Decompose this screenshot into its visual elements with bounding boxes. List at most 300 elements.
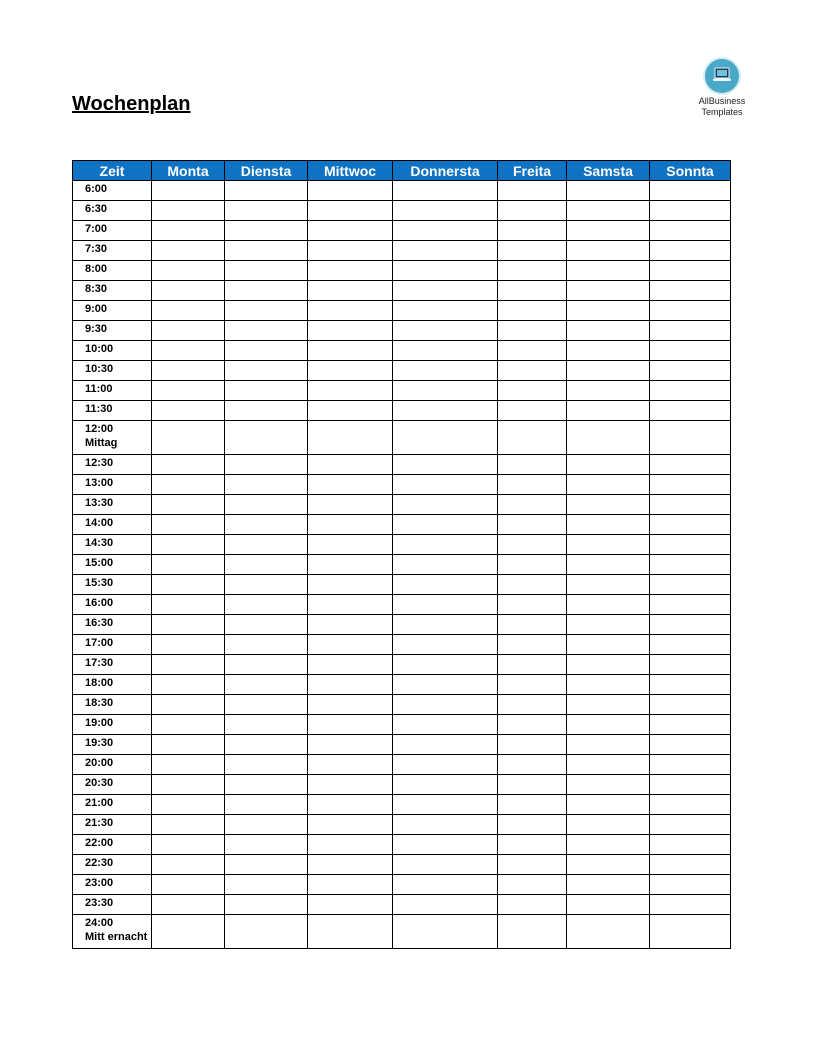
schedule-cell[interactable]	[393, 615, 498, 635]
schedule-cell[interactable]	[393, 735, 498, 755]
schedule-cell[interactable]	[152, 281, 225, 301]
schedule-cell[interactable]	[650, 735, 731, 755]
schedule-cell[interactable]	[393, 221, 498, 241]
schedule-cell[interactable]	[308, 575, 393, 595]
schedule-cell[interactable]	[225, 361, 308, 381]
schedule-cell[interactable]	[498, 495, 567, 515]
schedule-cell[interactable]	[650, 775, 731, 795]
schedule-cell[interactable]	[650, 895, 731, 915]
schedule-cell[interactable]	[567, 735, 650, 755]
schedule-cell[interactable]	[498, 341, 567, 361]
schedule-cell[interactable]	[225, 595, 308, 615]
schedule-cell[interactable]	[650, 575, 731, 595]
schedule-cell[interactable]	[393, 321, 498, 341]
schedule-cell[interactable]	[498, 715, 567, 735]
schedule-cell[interactable]	[393, 515, 498, 535]
schedule-cell[interactable]	[152, 795, 225, 815]
schedule-cell[interactable]	[498, 361, 567, 381]
schedule-cell[interactable]	[650, 515, 731, 535]
schedule-cell[interactable]	[393, 301, 498, 321]
schedule-cell[interactable]	[650, 421, 731, 455]
schedule-cell[interactable]	[308, 495, 393, 515]
schedule-cell[interactable]	[567, 261, 650, 281]
schedule-cell[interactable]	[152, 381, 225, 401]
schedule-cell[interactable]	[498, 735, 567, 755]
time-slot-label: 12:30	[73, 455, 152, 475]
schedule-cell[interactable]	[225, 795, 308, 815]
schedule-cell[interactable]	[225, 915, 308, 949]
schedule-cell[interactable]	[308, 675, 393, 695]
schedule-cell[interactable]	[393, 261, 498, 281]
schedule-cell[interactable]	[225, 515, 308, 535]
schedule-cell[interactable]	[650, 535, 731, 555]
schedule-cell[interactable]	[498, 575, 567, 595]
schedule-cell[interactable]	[152, 535, 225, 555]
schedule-cell[interactable]	[225, 535, 308, 555]
schedule-cell[interactable]	[308, 635, 393, 655]
schedule-cell[interactable]	[393, 875, 498, 895]
schedule-cell[interactable]	[498, 321, 567, 341]
schedule-cell[interactable]	[567, 635, 650, 655]
schedule-cell[interactable]	[393, 495, 498, 515]
schedule-cell[interactable]	[567, 495, 650, 515]
schedule-cell[interactable]	[152, 635, 225, 655]
schedule-cell[interactable]	[225, 401, 308, 421]
schedule-cell[interactable]	[308, 515, 393, 535]
schedule-cell[interactable]	[498, 475, 567, 495]
schedule-cell[interactable]	[650, 835, 731, 855]
schedule-cell[interactable]	[567, 615, 650, 635]
schedule-cell[interactable]	[225, 635, 308, 655]
schedule-cell[interactable]	[308, 261, 393, 281]
schedule-cell[interactable]	[308, 795, 393, 815]
schedule-cell[interactable]	[650, 241, 731, 261]
schedule-cell[interactable]	[650, 281, 731, 301]
schedule-cell[interactable]	[498, 635, 567, 655]
schedule-cell[interactable]	[225, 321, 308, 341]
schedule-cell[interactable]	[498, 795, 567, 815]
table-row	[73, 595, 731, 615]
schedule-cell[interactable]	[650, 321, 731, 341]
time-slot-label: 16:30	[73, 615, 152, 635]
schedule-cell[interactable]	[498, 915, 567, 949]
schedule-cell[interactable]	[393, 715, 498, 735]
schedule-cell[interactable]	[308, 775, 393, 795]
schedule-cell[interactable]	[308, 755, 393, 775]
schedule-cell[interactable]	[152, 455, 225, 475]
table-row	[73, 695, 731, 715]
schedule-cell[interactable]	[650, 815, 731, 835]
schedule-cell[interactable]	[393, 655, 498, 675]
schedule-cell[interactable]	[393, 361, 498, 381]
table-row	[73, 515, 731, 535]
schedule-cell[interactable]	[567, 655, 650, 675]
logo-text-line1: AllBusiness	[698, 96, 746, 106]
time-slot-label: 11:30	[73, 401, 152, 421]
schedule-cell[interactable]	[225, 341, 308, 361]
schedule-cell[interactable]	[650, 381, 731, 401]
schedule-cell[interactable]	[152, 515, 225, 535]
schedule-cell[interactable]	[225, 655, 308, 675]
schedule-cell[interactable]	[567, 675, 650, 695]
schedule-cell[interactable]	[225, 455, 308, 475]
schedule-cell[interactable]	[393, 241, 498, 261]
schedule-cell[interactable]	[567, 361, 650, 381]
schedule-cell[interactable]	[225, 495, 308, 515]
schedule-cell[interactable]	[225, 201, 308, 221]
schedule-cell[interactable]	[225, 835, 308, 855]
schedule-cell[interactable]	[650, 495, 731, 515]
schedule-cell[interactable]	[393, 695, 498, 715]
schedule-cell[interactable]	[567, 401, 650, 421]
schedule-cell[interactable]	[152, 755, 225, 775]
schedule-cell[interactable]	[152, 241, 225, 261]
schedule-cell[interactable]	[308, 321, 393, 341]
schedule-cell[interactable]	[152, 655, 225, 675]
schedule-cell[interactable]	[152, 835, 225, 855]
schedule-cell[interactable]	[498, 201, 567, 221]
schedule-cell[interactable]	[225, 875, 308, 895]
schedule-cell[interactable]	[308, 835, 393, 855]
schedule-cell[interactable]	[650, 715, 731, 735]
schedule-cell[interactable]	[650, 655, 731, 675]
schedule-cell[interactable]	[225, 895, 308, 915]
table-row	[73, 421, 731, 455]
schedule-cell[interactable]	[152, 361, 225, 381]
schedule-cell[interactable]	[225, 675, 308, 695]
schedule-cell[interactable]	[567, 555, 650, 575]
schedule-cell[interactable]	[650, 675, 731, 695]
table-row	[73, 475, 731, 495]
time-slot-label: 13:30	[73, 495, 152, 515]
schedule-cell[interactable]	[567, 381, 650, 401]
schedule-cell[interactable]	[225, 301, 308, 321]
schedule-cell[interactable]	[393, 855, 498, 875]
schedule-cell[interactable]	[498, 815, 567, 835]
schedule-cell[interactable]	[225, 775, 308, 795]
table-row	[73, 715, 731, 735]
schedule-cell[interactable]	[393, 281, 498, 301]
time-slot-label: 9:30	[73, 321, 152, 341]
schedule-cell[interactable]	[567, 241, 650, 261]
schedule-cell[interactable]	[567, 835, 650, 855]
schedule-cell[interactable]	[152, 401, 225, 421]
schedule-cell[interactable]	[567, 755, 650, 775]
schedule-cell[interactable]	[225, 555, 308, 575]
schedule-cell[interactable]	[650, 695, 731, 715]
schedule-cell[interactable]	[308, 535, 393, 555]
schedule-cell[interactable]	[393, 895, 498, 915]
schedule-cell[interactable]	[308, 301, 393, 321]
schedule-cell[interactable]	[498, 181, 567, 201]
schedule-cell[interactable]	[567, 341, 650, 361]
schedule-cell[interactable]	[152, 555, 225, 575]
time-slot-label: 18:30	[73, 695, 152, 715]
schedule-cell[interactable]	[152, 261, 225, 281]
schedule-cell[interactable]	[393, 675, 498, 695]
time-slot-label: 19:00	[73, 715, 152, 735]
schedule-cell[interactable]	[308, 555, 393, 575]
table-row	[73, 875, 731, 895]
schedule-cell[interactable]	[308, 181, 393, 201]
schedule-cell[interactable]	[498, 281, 567, 301]
schedule-cell[interactable]	[498, 775, 567, 795]
schedule-cell[interactable]	[152, 895, 225, 915]
schedule-cell[interactable]	[650, 301, 731, 321]
schedule-cell[interactable]	[152, 775, 225, 795]
schedule-cell[interactable]	[498, 555, 567, 575]
schedule-cell[interactable]	[393, 341, 498, 361]
schedule-cell[interactable]	[393, 381, 498, 401]
schedule-cell[interactable]	[650, 475, 731, 495]
schedule-cell[interactable]	[498, 615, 567, 635]
schedule-cell[interactable]	[393, 915, 498, 949]
schedule-cell[interactable]	[225, 181, 308, 201]
schedule-cell[interactable]	[498, 261, 567, 281]
table-row	[73, 261, 731, 281]
schedule-cell[interactable]	[567, 895, 650, 915]
schedule-cell[interactable]	[308, 201, 393, 221]
time-slot-label: 22:00	[73, 835, 152, 855]
schedule-cell[interactable]	[498, 301, 567, 321]
schedule-cell[interactable]	[225, 475, 308, 495]
schedule-cell[interactable]	[225, 261, 308, 281]
schedule-cell[interactable]	[567, 201, 650, 221]
table-row	[73, 341, 731, 361]
time-slot-label: 15:30	[73, 575, 152, 595]
schedule-cell[interactable]	[567, 321, 650, 341]
schedule-cell[interactable]	[650, 795, 731, 815]
schedule-cell[interactable]	[308, 895, 393, 915]
table-row	[73, 815, 731, 835]
schedule-cell[interactable]	[567, 515, 650, 535]
schedule-cell[interactable]	[650, 635, 731, 655]
schedule-cell[interactable]	[308, 221, 393, 241]
column-header-time: Zeit	[73, 161, 152, 181]
schedule-cell[interactable]	[225, 281, 308, 301]
schedule-cell[interactable]	[308, 855, 393, 875]
schedule-cell[interactable]	[393, 795, 498, 815]
time-slot-label: 23:00	[73, 875, 152, 895]
schedule-cell[interactable]	[650, 401, 731, 421]
schedule-cell[interactable]	[498, 381, 567, 401]
schedule-cell[interactable]	[498, 535, 567, 555]
schedule-cell[interactable]	[308, 361, 393, 381]
schedule-cell[interactable]	[567, 181, 650, 201]
schedule-cell[interactable]	[498, 675, 567, 695]
schedule-cell[interactable]	[393, 835, 498, 855]
schedule-cell[interactable]	[152, 915, 225, 949]
schedule-cell[interactable]	[498, 835, 567, 855]
schedule-cell[interactable]	[650, 261, 731, 281]
weekly-schedule-table	[72, 160, 731, 949]
schedule-cell[interactable]	[567, 915, 650, 949]
schedule-cell[interactable]	[498, 221, 567, 241]
schedule-cell[interactable]	[567, 595, 650, 615]
schedule-cell[interactable]	[498, 515, 567, 535]
table-row	[73, 241, 731, 261]
schedule-cell[interactable]	[308, 381, 393, 401]
schedule-cell[interactable]	[152, 735, 225, 755]
column-header-friday: Freita	[498, 161, 567, 181]
schedule-cell[interactable]	[308, 475, 393, 495]
schedule-cell[interactable]	[225, 735, 308, 755]
schedule-cell[interactable]	[393, 475, 498, 495]
time-slot-label: 17:30	[73, 655, 152, 675]
table-row	[73, 455, 731, 475]
schedule-cell[interactable]	[152, 675, 225, 695]
schedule-cell[interactable]	[225, 575, 308, 595]
schedule-cell[interactable]	[152, 855, 225, 875]
schedule-cell[interactable]	[650, 875, 731, 895]
schedule-cell[interactable]	[225, 755, 308, 775]
schedule-cell[interactable]	[650, 201, 731, 221]
schedule-cell[interactable]	[567, 855, 650, 875]
schedule-cell[interactable]	[152, 221, 225, 241]
schedule-cell[interactable]	[650, 221, 731, 241]
schedule-cell[interactable]	[650, 615, 731, 635]
time-slot-label: 22:30	[73, 855, 152, 875]
schedule-cell[interactable]	[152, 341, 225, 361]
schedule-cell[interactable]	[152, 181, 225, 201]
schedule-cell[interactable]	[393, 181, 498, 201]
schedule-cell[interactable]	[567, 795, 650, 815]
schedule-cell[interactable]	[225, 421, 308, 455]
schedule-cell[interactable]	[393, 635, 498, 655]
schedule-cell[interactable]	[152, 301, 225, 321]
schedule-cell[interactable]	[308, 241, 393, 261]
column-header-monday: Monta	[152, 161, 225, 181]
schedule-cell[interactable]	[498, 755, 567, 775]
table-row	[73, 321, 731, 341]
schedule-cell[interactable]	[393, 455, 498, 475]
schedule-cell[interactable]	[498, 595, 567, 615]
schedule-cell[interactable]	[650, 361, 731, 381]
schedule-cell[interactable]	[567, 575, 650, 595]
schedule-cell[interactable]	[393, 201, 498, 221]
schedule-cell[interactable]	[225, 381, 308, 401]
schedule-cell[interactable]	[650, 855, 731, 875]
schedule-cell[interactable]	[308, 281, 393, 301]
schedule-cell[interactable]	[393, 775, 498, 795]
schedule-cell[interactable]	[393, 535, 498, 555]
schedule-cell[interactable]	[308, 655, 393, 675]
schedule-cell[interactable]	[567, 695, 650, 715]
schedule-cell[interactable]	[567, 715, 650, 735]
time-slot-label: 7:30	[73, 241, 152, 261]
schedule-cell[interactable]	[498, 455, 567, 475]
schedule-cell[interactable]	[225, 715, 308, 735]
schedule-cell[interactable]	[498, 695, 567, 715]
schedule-cell[interactable]	[393, 755, 498, 775]
table-row	[73, 675, 731, 695]
schedule-cell[interactable]	[567, 875, 650, 895]
time-slot-label: 18:00	[73, 675, 152, 695]
schedule-cell[interactable]	[650, 595, 731, 615]
schedule-cell[interactable]	[152, 421, 225, 455]
schedule-cell[interactable]	[567, 455, 650, 475]
time-slot-label: 12:00 Mittag	[73, 421, 152, 455]
schedule-cell[interactable]	[152, 321, 225, 341]
time-slot-label: 16:00	[73, 595, 152, 615]
table-row	[73, 795, 731, 815]
schedule-cell[interactable]	[225, 615, 308, 635]
schedule-cell[interactable]	[567, 535, 650, 555]
schedule-cell[interactable]	[308, 341, 393, 361]
schedule-cell[interactable]	[308, 715, 393, 735]
schedule-cell[interactable]	[308, 455, 393, 475]
schedule-cell[interactable]	[152, 475, 225, 495]
schedule-cell[interactable]	[152, 495, 225, 515]
schedule-cell[interactable]	[567, 281, 650, 301]
schedule-cell[interactable]	[393, 555, 498, 575]
schedule-cell[interactable]	[567, 475, 650, 495]
schedule-cell[interactable]	[225, 221, 308, 241]
schedule-cell[interactable]	[567, 775, 650, 795]
table-row	[73, 915, 731, 949]
schedule-cell[interactable]	[650, 755, 731, 775]
schedule-cell[interactable]	[308, 421, 393, 455]
schedule-cell[interactable]	[152, 715, 225, 735]
schedule-cell[interactable]	[498, 401, 567, 421]
schedule-cell[interactable]	[650, 455, 731, 475]
time-slot-label: 6:00	[73, 181, 152, 201]
schedule-cell[interactable]	[225, 241, 308, 261]
schedule-cell[interactable]	[152, 595, 225, 615]
schedule-cell[interactable]	[567, 421, 650, 455]
schedule-cell[interactable]	[498, 855, 567, 875]
schedule-cell[interactable]	[152, 695, 225, 715]
schedule-cell[interactable]	[498, 241, 567, 261]
schedule-cell[interactable]	[152, 615, 225, 635]
schedule-cell[interactable]	[225, 855, 308, 875]
schedule-cell[interactable]	[498, 655, 567, 675]
schedule-cell[interactable]	[152, 201, 225, 221]
schedule-cell[interactable]	[393, 401, 498, 421]
time-slot-label: 10:00	[73, 341, 152, 361]
schedule-cell[interactable]	[393, 595, 498, 615]
schedule-cell[interactable]	[308, 735, 393, 755]
schedule-cell[interactable]	[498, 875, 567, 895]
schedule-cell[interactable]	[308, 595, 393, 615]
schedule-cell[interactable]	[225, 695, 308, 715]
schedule-cell[interactable]	[650, 915, 731, 949]
schedule-cell[interactable]	[152, 815, 225, 835]
time-slot-label: 13:00	[73, 475, 152, 495]
schedule-cell[interactable]	[393, 575, 498, 595]
schedule-cell[interactable]	[498, 895, 567, 915]
schedule-cell[interactable]	[567, 815, 650, 835]
schedule-cell[interactable]	[308, 915, 393, 949]
schedule-cell[interactable]	[567, 221, 650, 241]
schedule-cell[interactable]	[308, 875, 393, 895]
schedule-cell[interactable]	[308, 401, 393, 421]
schedule-cell[interactable]	[498, 421, 567, 455]
schedule-cell[interactable]	[393, 421, 498, 455]
schedule-cell[interactable]	[308, 815, 393, 835]
schedule-cell[interactable]	[567, 301, 650, 321]
schedule-cell[interactable]	[225, 815, 308, 835]
schedule-cell[interactable]	[393, 815, 498, 835]
schedule-cell[interactable]	[650, 181, 731, 201]
schedule-cell[interactable]	[308, 695, 393, 715]
schedule-cell[interactable]	[308, 615, 393, 635]
schedule-cell[interactable]	[152, 575, 225, 595]
schedule-cell[interactable]	[152, 875, 225, 895]
table-row	[73, 495, 731, 515]
schedule-cell[interactable]	[650, 341, 731, 361]
schedule-cell[interactable]	[650, 555, 731, 575]
